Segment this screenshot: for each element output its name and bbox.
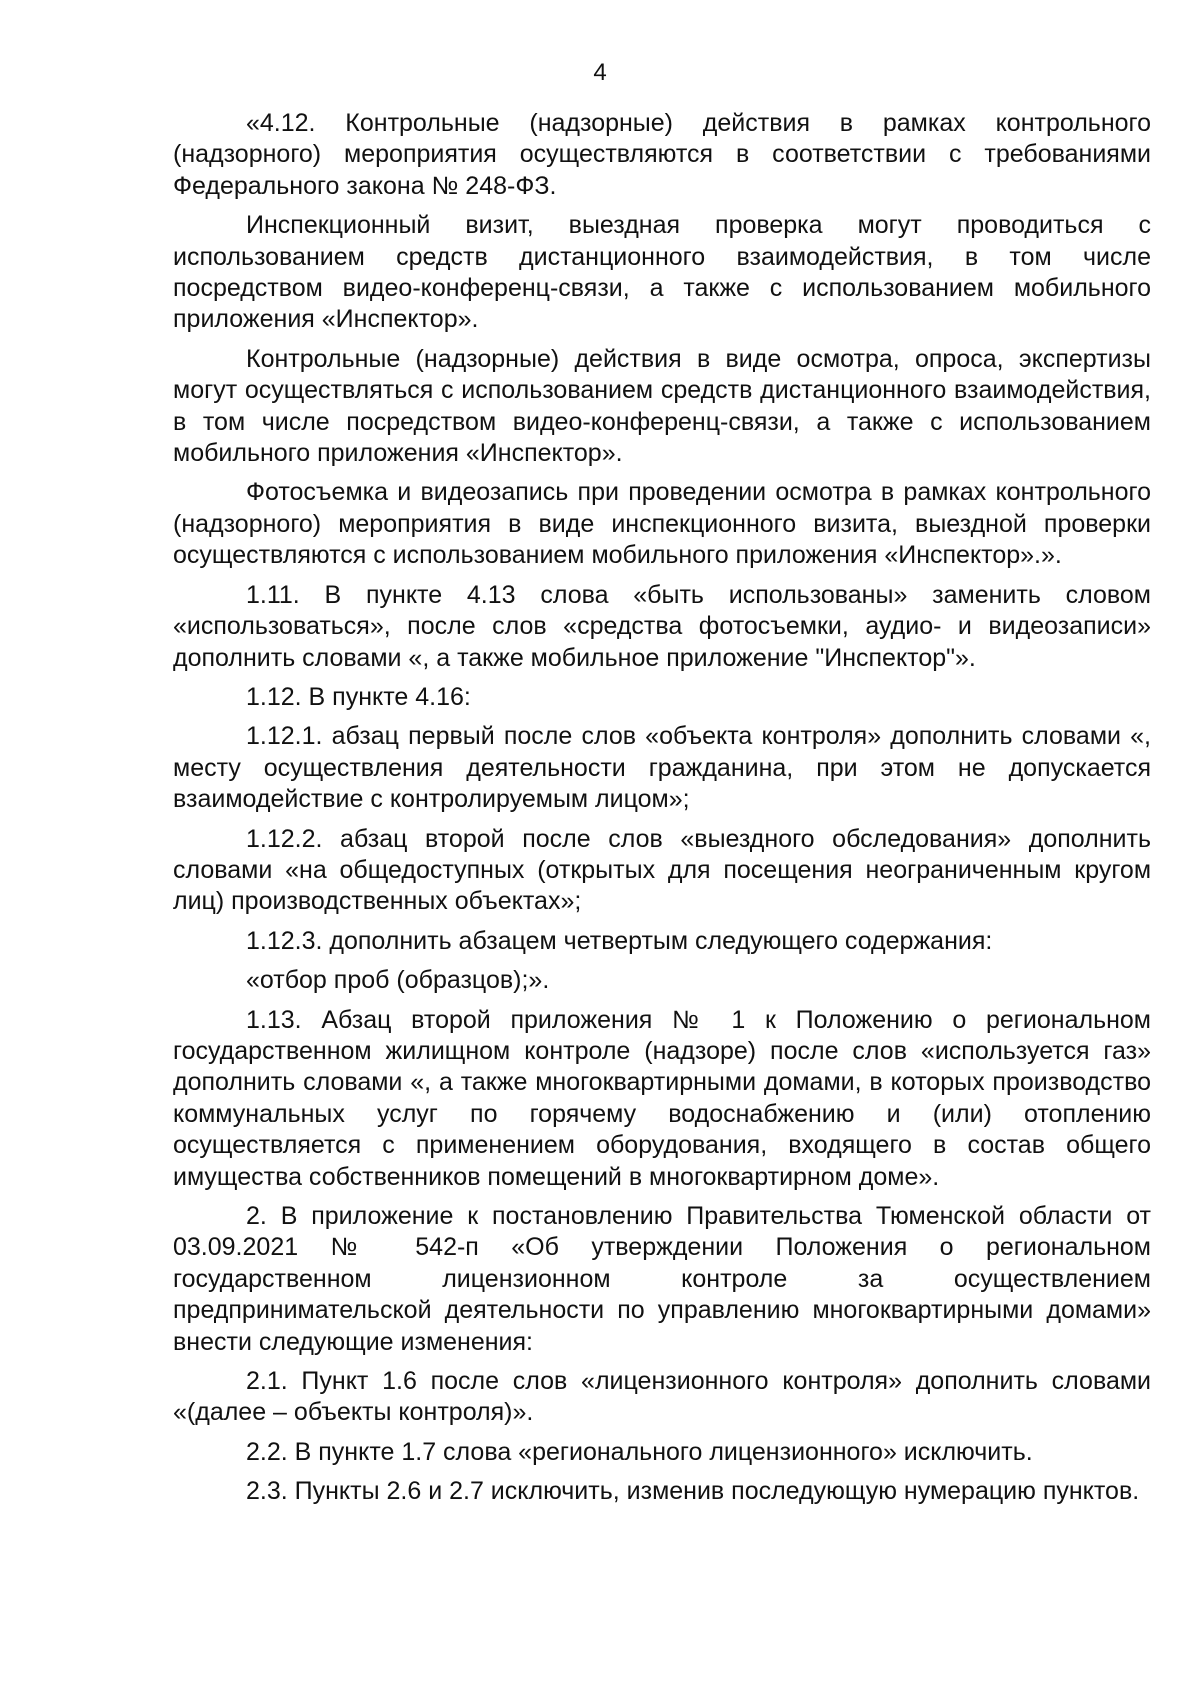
paragraph-sampling: «отбор проб (образцов);». bbox=[246, 966, 550, 995]
paragraph-1-13: 1.13. Абзац второй приложения № 1 к Положению о региональном государственном жилищном контроле (надзоре) после слов «используется газ» дополнить словами «, а также многоквартирными домами, в которых производство коммунальных услуг по горячему водоснабжению и (или) отоплению осуществляется с применением оборудования, входящего в состав общего имущества собственников помещений в многоквартирном доме». bbox=[173, 1005, 1151, 1191]
paragraph-2: 2. В приложение к постановлению Правительства Тюменской области от 03.09.2021 № 542-п «Об утверждении Положения о региональном государственном лицензионном контроле за осуществлением предпринимательской деятельности по управлению многоквартирными домами» внести следующие изменения: bbox=[173, 1202, 1151, 1356]
paragraph-2-3: 2.3. Пункты 2.6 и 2.7 исключить, изменив последующую нумерацию пунктов. bbox=[246, 1477, 1140, 1506]
paragraph-inspection-visit: Инспекционный визит, выездная проверка могут проводиться с использованием средств дистанционного взаимодействия, в том числе посредством видео-конференц-связи, а также с использованием мобильного приложения «Инспектор». bbox=[173, 211, 1151, 334]
paragraph-1-12-3: 1.12.3. дополнить абзацем четвертым следующего содержания: bbox=[246, 926, 993, 955]
paragraph-photo-video: Фотосъемка и видеозапись при проведении осмотра в рамках контрольного (надзорного) мероприятия в виде инспекционного визита, выездной проверки осуществляются с использованием мобильного приложения «Инспектор».». bbox=[173, 478, 1151, 570]
paragraph-control-actions: Контрольные (надзорные) действия в виде осмотра, опроса, экспертизы могут осуществляться с использованием средств дистанционного взаимодействия, в том числе посредством видео-конференц-связи, а также с использованием мобильного приложения «Инспектор». bbox=[173, 344, 1151, 468]
paragraph-1-12: 1.12. В пункте 4.16: bbox=[246, 682, 471, 711]
paragraph-1-12-1: 1.12.1. абзац первый после слов «объекта контроля» дополнить словами «, месту осуществления деятельности гражданина, при этом не допускается взаимодействие с контролируемым лицом»; bbox=[173, 722, 1151, 814]
paragraph-2-1: 2.1. Пункт 1.6 после слов «лицензионного контроля» дополнить словами «(далее – объекты контроля)». bbox=[173, 1367, 1151, 1427]
paragraph-1-11: 1.11. В пункте 4.13 слова «быть использованы» заменить словом «использоваться», после слов «средства фотосъемки, аудио- и видеозаписи» дополнить словами «, а также мобильное приложение "Инспектор"». bbox=[173, 580, 1151, 672]
paragraph-4-12: «4.12. Контрольные (надзорные) действия в рамках контрольного (надзорного) мероприятия осуществляются в соответствии с требованиями Федерального закона № 248-ФЗ. bbox=[173, 109, 1151, 200]
page-number: 4 bbox=[593, 59, 607, 86]
document-body bbox=[173, 108, 1151, 1516]
paragraph-2-2: 2.2. В пункте 1.7 слова «регионального лицензионного» исключить. bbox=[246, 1437, 1033, 1466]
paragraph-1-12-2: 1.12.2. абзац второй после слов «выездного обследования» дополнить словами «на общедоступных (открытых для посещения неограниченным кругом лиц) производственных объектах»; bbox=[173, 824, 1151, 916]
